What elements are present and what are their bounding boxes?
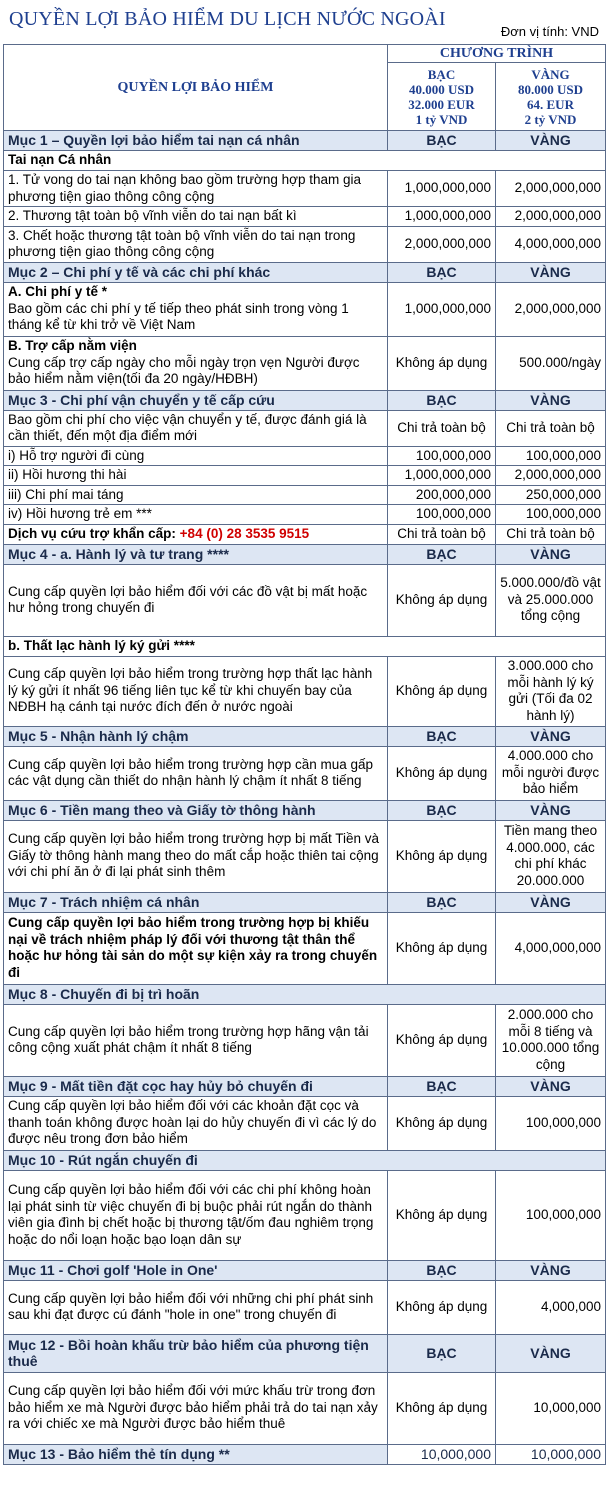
row-silver-value: 1,000,000,000 bbox=[388, 466, 496, 486]
section-3-title: Mục 3 - Chi phí vận chuyển y tế cấp cứu bbox=[4, 390, 388, 410]
row-text: Cung cấp quyền lợi bảo hiểm trong trường hợp cần mua gấp các vật dụng cần thiết do nhận hành lý chậm ít nhất 8 tiếng bbox=[4, 746, 388, 800]
row-text: i) Hỗ trợ người đi cùng bbox=[4, 446, 388, 466]
section-9-gold: VÀNG bbox=[496, 1076, 606, 1096]
table-row bbox=[4, 912, 606, 984]
row-gold-value: 2,000,000,000 bbox=[496, 466, 606, 486]
section-1-title: Mục 1 – Quyền lợi bảo hiểm tai nạn cá nhân bbox=[4, 131, 388, 151]
row-heading: B. Trợ cấp nằm viện bbox=[8, 338, 137, 354]
row-text: Cung cấp quyền lợi bảo hiểm trong trường hợp hãng vận tải công cộng xuất phát chậm ít nhất 8 tiếng bbox=[4, 1004, 388, 1076]
row-text bbox=[4, 336, 388, 390]
row-silver-value: Không áp dụng bbox=[388, 820, 496, 892]
section-1-sub-row bbox=[4, 151, 606, 171]
benefits-table bbox=[3, 44, 606, 1465]
row-silver-value: Chi trả toàn bộ bbox=[388, 410, 496, 446]
row-silver-value: Không áp dụng bbox=[388, 564, 496, 636]
section-8-title: Mục 8 - Chuyến đi bị trì hoãn bbox=[4, 984, 606, 1004]
row-gold-value: Tiền mang theo 4.000.000, các chi phí khác 20.000.000 bbox=[496, 820, 606, 892]
section-6-title: Mục 6 - Tiền mang theo và Giấy tờ thông hành bbox=[4, 800, 388, 820]
unit-note: Đơn vị tính: VND bbox=[500, 24, 599, 39]
emergency-row bbox=[4, 524, 606, 544]
row-text: Cung cấp quyền lợi bảo hiểm trong trường hợp bị mất Tiền và Giấy tờ thông hành mang theo do mất cắp hoặc thiên tai cộng với chi phí ăn ở đi lại phát sinh thêm bbox=[4, 820, 388, 892]
header-silver-vnd: 1 tỷ VND bbox=[415, 111, 468, 127]
section-13-gold-value: 10,000,000 bbox=[496, 1444, 606, 1464]
row-gold-value: 2,000,000,000 bbox=[496, 171, 606, 207]
row-gold-value: Chi trả toàn bộ bbox=[496, 524, 606, 544]
section-1-gold: VÀNG bbox=[496, 131, 606, 151]
header-silver-name: BẠC bbox=[427, 66, 456, 82]
section-12-title: Mục 12 - Bồi hoàn khấu trừ bảo hiểm của phương tiện thuê bbox=[4, 1334, 388, 1372]
section-11-silver: BẠC bbox=[388, 1260, 496, 1280]
row-text: Cung cấp quyền lợi bảo hiểm trong trường hợp bị khiếu nại về trách nhiệm pháp lý đối với thương tật thân thể hoặc hư hỏng tài sản do một sự kiện xảy ra trong chuyến đi bbox=[4, 912, 388, 984]
row-gold-value: 4,000,000 bbox=[496, 1280, 606, 1334]
section-5-silver: BẠC bbox=[388, 726, 496, 746]
row-silver-value: 200,000,000 bbox=[388, 485, 496, 505]
section-6-gold: VÀNG bbox=[496, 800, 606, 820]
row-description: Cung cấp trợ cấp ngày cho mỗi ngày trọn vẹn Người được bảo hiểm nằm viện(tối đa 20 ngày/HĐBH) bbox=[8, 354, 360, 387]
section-10-title: Mục 10 - Rút ngắn chuyến đi bbox=[4, 1150, 606, 1170]
section-7-title: Mục 7 - Trách nhiệm cá nhân bbox=[4, 892, 388, 912]
header-silver-plan bbox=[388, 63, 496, 131]
row-gold-value: 100,000,000 bbox=[496, 505, 606, 525]
section-13-silver-value: 10,000,000 bbox=[388, 1444, 496, 1464]
row-text: Cung cấp quyền lợi bảo hiểm đối với những chi phí phát sinh sau khi đạt được cú đánh "hole in one" trong chuyến đi bbox=[4, 1280, 388, 1334]
row-silver-value: Không áp dụng bbox=[388, 1280, 496, 1334]
row-description: Bao gồm các chi phí y tế tiếp theo phát sinh trong vòng 1 tháng kể từ khi trở về Việt Nam bbox=[8, 300, 349, 333]
row-text: 2. Thương tật toàn bộ vĩnh viễn do tai nạn bất kì bbox=[4, 207, 388, 227]
section-3-gold: VÀNG bbox=[496, 390, 606, 410]
row-text: Bao gồm chi phí cho việc vận chuyển y tế, được đánh giá là cần thiết, đến một địa điểm mới bbox=[4, 410, 388, 446]
section-8-row bbox=[4, 984, 606, 1004]
row-silver-value: Không áp dụng bbox=[388, 656, 496, 726]
table-row bbox=[4, 207, 606, 227]
section-12-silver: BẠC bbox=[388, 1334, 496, 1372]
table-row bbox=[4, 282, 606, 336]
row-text bbox=[4, 282, 388, 336]
row-silver-value: 1,000,000,000 bbox=[388, 171, 496, 207]
section-13-row bbox=[4, 1444, 606, 1464]
header-benefits: QUYỀN LỢI BẢO HIỂM bbox=[4, 45, 388, 131]
row-text: Cung cấp quyền lợi bảo hiểm đối với các đồ vật bị mất hoặc hư hỏng trong chuyến đi bbox=[4, 564, 388, 636]
row-gold-value: 4,000,000,000 bbox=[496, 912, 606, 984]
row-silver-value: Không áp dụng bbox=[388, 1096, 496, 1150]
header-row-program bbox=[4, 45, 606, 63]
section-13-title: Mục 13 - Bảo hiểm thẻ tín dụng ** bbox=[4, 1444, 388, 1464]
row-gold-value: 100,000,000 bbox=[496, 1096, 606, 1150]
table-row bbox=[4, 1372, 606, 1444]
header-program: CHƯƠNG TRÌNH bbox=[388, 45, 606, 63]
section-9-row bbox=[4, 1076, 606, 1096]
row-gold-value: 2,000,000,000 bbox=[496, 207, 606, 227]
section-4-silver: BẠC bbox=[388, 544, 496, 564]
section-2-row bbox=[4, 262, 606, 282]
section-6-row bbox=[4, 800, 606, 820]
emergency-phone-link[interactable]: +84 (0) 28 3535 9515 bbox=[179, 525, 310, 541]
section-1-silver: BẠC bbox=[388, 131, 496, 151]
row-silver-value: 100,000,000 bbox=[388, 505, 496, 525]
header-gold-usd: 80.000 USD bbox=[517, 81, 583, 97]
row-text: 1. Tử vong do tai nạn không bao gồm trường hợp tham gia phương tiện giao thông công cộng bbox=[4, 171, 388, 207]
section-5-title: Mục 5 - Nhận hành lý chậm bbox=[4, 726, 388, 746]
section-12-gold: VÀNG bbox=[496, 1334, 606, 1372]
row-gold-value: 2,000,000,000 bbox=[496, 282, 606, 336]
section-12-row bbox=[4, 1334, 606, 1372]
title-row bbox=[3, 4, 605, 44]
section-6-silver: BẠC bbox=[388, 800, 496, 820]
row-silver-value: Không áp dụng bbox=[388, 1004, 496, 1076]
table-row bbox=[4, 505, 606, 525]
section-5-row bbox=[4, 726, 606, 746]
table-row bbox=[4, 1280, 606, 1334]
row-silver-value: 1,000,000,000 bbox=[388, 207, 496, 227]
emergency-cell bbox=[4, 524, 388, 544]
section-11-title: Mục 11 - Chơi golf 'Hole in One' bbox=[4, 1260, 388, 1280]
section-1-subtitle: Tai nạn Cá nhân bbox=[4, 151, 606, 171]
table-row bbox=[4, 485, 606, 505]
row-text: Cung cấp quyền lợi bảo hiểm đối với các khoản đặt cọc và thanh toán không được hoàn lại do hủy chuyến đi vì các lý do được nêu trong đơn bảo hiểm bbox=[4, 1096, 388, 1150]
row-silver-value: Chi trả toàn bộ bbox=[388, 524, 496, 544]
section-3-row bbox=[4, 390, 606, 410]
row-gold-value: 10,000,000 bbox=[496, 1372, 606, 1444]
table-row bbox=[4, 226, 606, 262]
section-5-gold: VÀNG bbox=[496, 726, 606, 746]
row-text: Cung cấp quyền lợi bảo hiểm đối với mức khấu trừ trong đơn bảo hiểm xe mà Người được bảo hiểm phải trả do tai nạn xảy ra với chiếc xe mà Người được bảo hiểm thuê bbox=[4, 1372, 388, 1444]
row-silver-value: Không áp dụng bbox=[388, 746, 496, 800]
row-gold-value: 500.000/ngày bbox=[496, 336, 606, 390]
row-gold-value: 3.000.000 cho mỗi hành lý ký gửi (Tối đa 02 hành lý) bbox=[496, 656, 606, 726]
row-gold-value: Chi trả toàn bộ bbox=[496, 410, 606, 446]
row-silver-value: 2,000,000,000 bbox=[388, 226, 496, 262]
table-row bbox=[4, 336, 606, 390]
row-gold-value: 4,000,000,000 bbox=[496, 226, 606, 262]
section-4-title: Mục 4 - a. Hành lý và tư trang **** bbox=[4, 544, 388, 564]
section-1-row bbox=[4, 131, 606, 151]
row-heading: A. Chi phí y tế * bbox=[8, 284, 108, 300]
row-gold-value: 5.000.000/đồ vật và 25.000.000 tổng cộng bbox=[496, 564, 606, 636]
row-gold-value: 250,000,000 bbox=[496, 485, 606, 505]
section-2-title: Mục 2 – Chi phí y tế và các chi phí khác bbox=[4, 262, 388, 282]
page-title: QUYỀN LỢI BẢO HIỂM DU LỊCH NƯỚC NGOÀI bbox=[9, 8, 446, 30]
section-4-gold: VÀNG bbox=[496, 544, 606, 564]
row-text: iv) Hồi hương trẻ em *** bbox=[4, 505, 388, 525]
table-row bbox=[4, 466, 606, 486]
table-row bbox=[4, 410, 606, 446]
row-silver-value: 1,000,000,000 bbox=[388, 282, 496, 336]
header-silver-usd: 40.000 USD bbox=[408, 81, 474, 97]
row-gold-value: 2.000.000 cho mỗi 8 tiếng và 10.000.000 tổng cộng bbox=[496, 1004, 606, 1076]
section-7-silver: BẠC bbox=[388, 892, 496, 912]
table-row bbox=[4, 820, 606, 892]
table-row bbox=[4, 446, 606, 466]
section-7-row bbox=[4, 892, 606, 912]
row-silver-value: Không áp dụng bbox=[388, 336, 496, 390]
table-row bbox=[4, 1004, 606, 1076]
section-4-row bbox=[4, 544, 606, 564]
header-gold-vnd: 2 tỷ VND bbox=[524, 111, 577, 127]
row-gold-value: 100,000,000 bbox=[496, 446, 606, 466]
row-text: 3. Chết hoặc thương tật toàn bộ vĩnh viễn do tai nạn trong phương tiện giao thông công cộng bbox=[4, 226, 388, 262]
header-gold-eur: 64. EUR bbox=[527, 96, 574, 112]
section-10-row bbox=[4, 1150, 606, 1170]
section-7-gold: VÀNG bbox=[496, 892, 606, 912]
row-text: iii) Chi phí mai táng bbox=[4, 485, 388, 505]
row-silver-value: Không áp dụng bbox=[388, 912, 496, 984]
section-2-gold: VÀNG bbox=[496, 262, 606, 282]
row-text: ii) Hồi hương thi hài bbox=[4, 466, 388, 486]
row-text: Cung cấp quyền lợi bảo hiểm đối với các chi phí không hoàn lại phát sinh từ việc chuyến đi bị buộc phải rút ngắn do thành viên gia đình bị chết hoặc bị thương tật/ốm đau nghiêm trọng hoặc do nổi loạn hoặc bạo loạn dân sự bbox=[4, 1170, 388, 1260]
section-11-gold: VÀNG bbox=[496, 1260, 606, 1280]
table-row bbox=[4, 656, 606, 726]
table-row bbox=[4, 171, 606, 207]
section-4-subtitle: b. Thất lạc hành lý ký gửi **** bbox=[4, 636, 606, 656]
row-silver-value: Không áp dụng bbox=[388, 1170, 496, 1260]
row-gold-value: 4.000.000 cho mỗi người được bảo hiểm bbox=[496, 746, 606, 800]
row-gold-value: 100,000,000 bbox=[496, 1170, 606, 1260]
table-row bbox=[4, 564, 606, 636]
emergency-label: Dịch vụ cứu trợ khẩn cấp: bbox=[8, 525, 176, 541]
section-9-title: Mục 9 - Mất tiền đặt cọc hay hủy bỏ chuyến đi bbox=[4, 1076, 388, 1096]
table-row bbox=[4, 746, 606, 800]
table-row bbox=[4, 1096, 606, 1150]
row-text: Cung cấp quyền lợi bảo hiểm trong trường hợp thất lạc hành lý ký gửi ít nhất 96 tiếng liên tục kể từ khi chuyến bay của NĐBH hạ cánh tại nước đích đến ở nước ngoài bbox=[4, 656, 388, 726]
section-11-row bbox=[4, 1260, 606, 1280]
table-row bbox=[4, 1170, 606, 1260]
header-silver-eur: 32.000 EUR bbox=[408, 96, 475, 112]
header-gold-name: VÀNG bbox=[531, 66, 570, 82]
section-9-silver: BẠC bbox=[388, 1076, 496, 1096]
row-silver-value: Không áp dụng bbox=[388, 1372, 496, 1444]
header-gold-plan bbox=[496, 63, 606, 131]
section-2-silver: BẠC bbox=[388, 262, 496, 282]
section-4-sub-row bbox=[4, 636, 606, 656]
section-3-silver: BẠC bbox=[388, 390, 496, 410]
row-silver-value: 100,000,000 bbox=[388, 446, 496, 466]
